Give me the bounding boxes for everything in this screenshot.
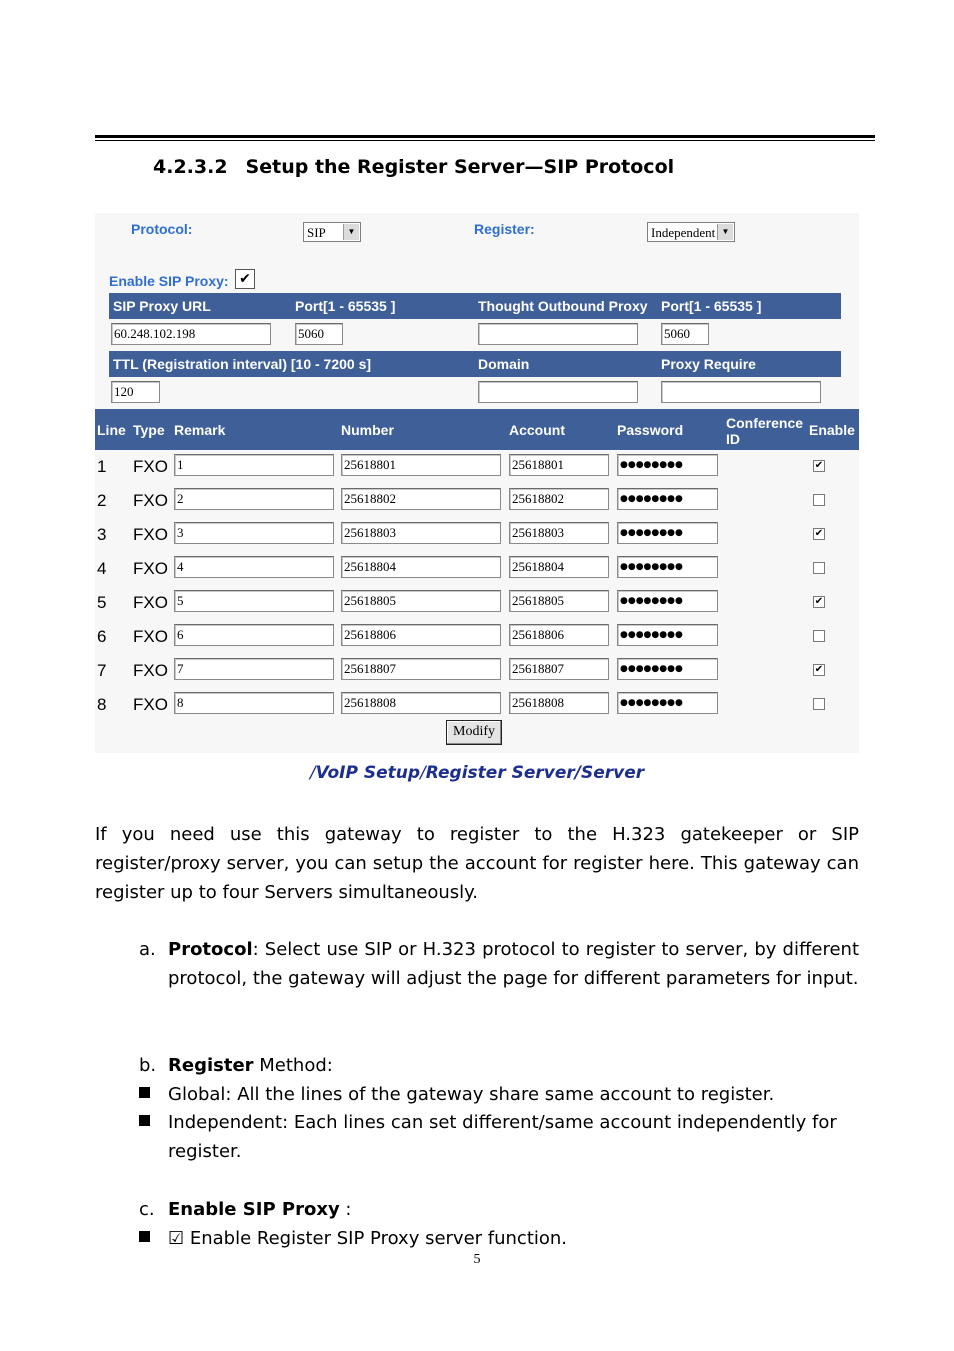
account-input[interactable]: 25618802 — [509, 488, 609, 510]
number-input[interactable]: 25618805 — [341, 590, 501, 612]
line-number: 2 — [97, 491, 107, 510]
line-type: FXO — [133, 491, 168, 510]
password-input[interactable]: ●●●●●●●● — [617, 692, 718, 714]
bullet-global: Global: All the lines of the gateway share same account to register. — [168, 1084, 775, 1105]
chevron-down-icon: ▼ — [717, 224, 733, 240]
enable-checkbox[interactable]: ✔ — [814, 596, 824, 607]
domain-input[interactable] — [478, 381, 638, 403]
protocol-select[interactable] — [303, 222, 361, 242]
line-number: 6 — [97, 627, 107, 646]
outbound-proxy-header: Thought Outbound Proxy — [478, 298, 648, 314]
enable-checkbox[interactable]: ✔ — [814, 664, 824, 675]
line-type: FXO — [133, 525, 168, 544]
number-input[interactable]: 25618808 — [341, 692, 501, 714]
remark-input[interactable]: 7 — [174, 658, 334, 680]
port1-input[interactable]: 5060 — [295, 323, 343, 345]
item-a-text — [168, 935, 859, 993]
item-c-desc: : — [339, 1199, 352, 1220]
account-input[interactable]: 25618801 — [509, 454, 609, 476]
account-input[interactable]: 25618804 — [509, 556, 609, 578]
item-c-text — [168, 1195, 859, 1224]
figure-caption — [0, 763, 954, 783]
password-input[interactable]: ●●●●●●●● — [617, 658, 718, 680]
item-b-mark: b. — [139, 1055, 157, 1076]
account-input[interactable]: 25618808 — [509, 692, 609, 714]
password-input[interactable]: ●●●●●●●● — [617, 454, 718, 476]
enable-sip-proxy-checkbox[interactable]: ✔ — [235, 269, 255, 289]
line-number: 4 — [97, 559, 107, 578]
section-heading — [153, 156, 674, 178]
line-number: 1 — [97, 457, 107, 476]
number-input[interactable]: 25618801 — [341, 454, 501, 476]
password-input[interactable]: ●●●●●●●● — [617, 556, 718, 578]
remark-input[interactable]: 1 — [174, 454, 334, 476]
line-number: 3 — [97, 525, 107, 544]
number-column-header: Number — [341, 422, 394, 438]
outbound-proxy-input[interactable] — [478, 323, 638, 345]
password-input[interactable]: ●●●●●●●● — [617, 522, 718, 544]
line-type: FXO — [133, 559, 168, 578]
caption-part2: Register Server/Server — [425, 763, 645, 783]
modify-button[interactable]: Modify — [446, 720, 502, 745]
proxy-require-header: Proxy Require — [661, 356, 756, 372]
line-type: FXO — [133, 695, 168, 714]
remark-input[interactable]: 2 — [174, 488, 334, 510]
item-b-term: Register — [168, 1055, 254, 1076]
bullet-independent: Independent: Each lines can set different/same account independently for register. — [168, 1112, 837, 1162]
sip-proxy-url-input[interactable]: 60.248.102.198 — [111, 323, 271, 345]
item-b-text — [168, 1051, 859, 1080]
line-type: FXO — [133, 457, 168, 476]
ttl-input[interactable]: 120 — [111, 381, 160, 403]
page-number: 5 — [473, 1252, 481, 1267]
item-a-desc: : Select use SIP or H.323 protocol to register to server, by different protocol, the gateway will adjust the page for different parameters for input. — [168, 939, 859, 989]
remark-input[interactable]: 8 — [174, 692, 334, 714]
caption-slash2: / — [420, 763, 426, 783]
type-column-header: Type — [133, 422, 165, 438]
line-type: FXO — [133, 627, 168, 646]
item-a-term: Protocol — [168, 939, 253, 960]
sip-proxy-url-header: SIP Proxy URL — [113, 298, 211, 314]
item-c-mark: c. — [139, 1199, 155, 1220]
account-column-header: Account — [509, 422, 565, 438]
remark-input[interactable]: 4 — [174, 556, 334, 578]
caption-part1: VoIP Setup — [315, 763, 421, 783]
port1-header: Port[1 - 65535 ] — [295, 298, 396, 314]
line-type: FXO — [133, 661, 168, 680]
password-input[interactable]: ●●●●●●●● — [617, 590, 718, 612]
password-input[interactable]: ●●●●●●●● — [617, 624, 718, 646]
item-b-desc: Method: — [253, 1055, 333, 1076]
top-rule — [95, 135, 875, 138]
proxy-require-input[interactable] — [661, 381, 821, 403]
password-input[interactable]: ●●●●●●●● — [617, 488, 718, 510]
top-rule-thin — [95, 140, 875, 141]
enable-checkbox[interactable]: ✔ — [814, 528, 824, 539]
number-input[interactable]: 25618803 — [341, 522, 501, 544]
protocol-label: Protocol: — [131, 221, 193, 237]
number-input[interactable]: 25618804 — [341, 556, 501, 578]
password-column-header: Password — [617, 422, 684, 438]
remark-input[interactable]: 3 — [174, 522, 334, 544]
caption-slash: / — [309, 763, 316, 783]
line-number: 5 — [97, 593, 107, 612]
number-input[interactable]: 25618802 — [341, 488, 501, 510]
intro-paragraph: If you need use this gateway to register to the H.323 gatekeeper or SIP register/proxy server, you can setup the account for register here. This gateway can register up to four Servers simultaneously. — [95, 824, 859, 903]
number-input[interactable]: 25618806 — [341, 624, 501, 646]
number-input[interactable]: 25618807 — [341, 658, 501, 680]
enable-checkbox[interactable] — [813, 630, 825, 642]
item-a-mark: a. — [139, 939, 156, 960]
port2-header: Port[1 - 65535 ] — [661, 298, 762, 314]
enable-column-header: Enable — [809, 422, 855, 438]
ttl-header: TTL (Registration interval) [10 - 7200 s] — [113, 356, 372, 372]
register-value: Independent — [651, 225, 716, 240]
square-bullet-icon — [139, 1087, 150, 1098]
line-number: 8 — [97, 695, 107, 714]
square-bullet-icon — [139, 1231, 150, 1242]
account-input[interactable]: 25618807 — [509, 658, 609, 680]
remark-input[interactable]: 6 — [174, 624, 334, 646]
enable-checkbox[interactable] — [813, 698, 825, 710]
section-number: 4.2.3.2 — [153, 156, 228, 178]
chevron-down-icon: ▼ — [343, 224, 359, 240]
enable-checkbox[interactable] — [813, 562, 825, 574]
register-label: Register: — [474, 221, 535, 237]
line-column-header: Line — [97, 422, 126, 438]
item-c-term: Enable SIP Proxy — [168, 1199, 340, 1220]
enable-sip-proxy-label: Enable SIP Proxy: — [109, 273, 229, 289]
protocol-value: SIP — [307, 225, 326, 240]
account-input[interactable]: 25618805 — [509, 590, 609, 612]
enable-checkbox[interactable]: ✔ — [814, 460, 824, 471]
domain-header: Domain — [478, 356, 530, 372]
port2-input[interactable]: 5060 — [661, 323, 709, 345]
line-type: FXO — [133, 593, 168, 612]
square-bullet-icon — [139, 1115, 150, 1126]
line-number: 7 — [97, 661, 107, 680]
remark-input[interactable]: 5 — [174, 590, 334, 612]
register-select[interactable] — [647, 222, 735, 242]
account-input[interactable]: 25618806 — [509, 624, 609, 646]
enable-checkbox[interactable] — [813, 494, 825, 506]
account-input[interactable]: 25618803 — [509, 522, 609, 544]
conference-id-column-header: Conference ID — [726, 415, 804, 447]
remark-column-header: Remark — [174, 422, 226, 438]
bullet-enable: ☑ Enable Register SIP Proxy server function. — [168, 1228, 568, 1249]
section-title: Setup the Register Server—SIP Protocol — [245, 156, 675, 178]
